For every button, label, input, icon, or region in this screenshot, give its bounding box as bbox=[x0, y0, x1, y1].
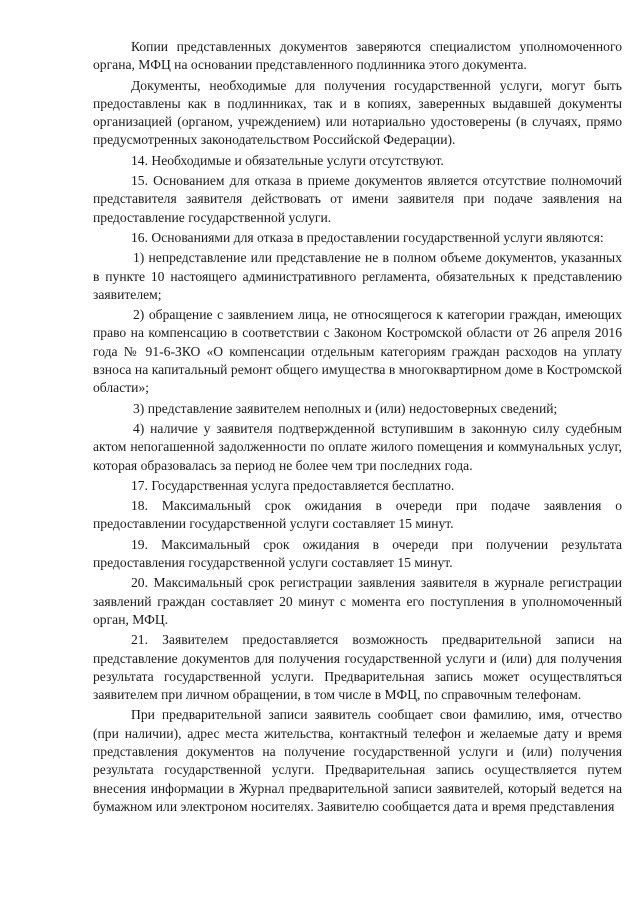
list-item-16-4: 4) наличие у заявителя подтвержденной вступившим в законную силу судебным актом непогашенной задолженности по оплате жилого помещения и коммунальных услуг, которая образовалась за период не более чем три последних года. bbox=[93, 420, 622, 473]
list-item-16-2: 2) обращение с заявлением лица, не относящегося к категории граждан, имеющих право на компенсацию в соответствии с Законом Костромской области от 26 апреля 2016 года № 91-6-ЗКО «О компенсации отдельным категориям граждан расходов на уплату взноса на капитальный ремонт общего имущества в многоквартирном доме в Костромской области»; bbox=[93, 307, 622, 396]
paragraph-item-19: 19. Максимальный срок ожидания в очереди при получении результата предоставления государственной услуги составляет 15 минут. bbox=[93, 536, 622, 571]
paragraph-item-20: 20. Максимальный срок регистрации заявления заявителя в журнале регистрации заявлений граждан составляет 20 минут с момента его поступления в уполномоченный орган, МФЦ. bbox=[93, 575, 622, 627]
list-item-16-1: 1) непредставление или представление не в полном объеме документов, указанных в пункте 10 настоящего административного регламента, обязательных к представлению заявителем; bbox=[93, 250, 622, 302]
paragraph-item-18: 18. Максимальный срок ожидания в очереди при подаче заявления о предоставлении государственной услуги составляет 15 минут. bbox=[93, 498, 622, 532]
paragraph-preregistration: При предварительной записи заявитель сообщает свои фамилию, имя, отчество (при наличии), адрес места жительства, контактный телефон и желаемые дату и время представления документов на получение государственной услуги и (или) получения результата государственной услуги. Предварительная запись осуществляется путем внесения информации в Журнал предварительной записи заявителей, который ведется на бумажном или электроном носителях. Заявителю сообщается дата и время представления bbox=[93, 707, 622, 814]
paragraph-item-21: 21. Заявителем предоставляется возможность предварительной записи на представление документов для получения государственной услуги и (или) для получения результата государственной услуги. Предварительная запись может осуществляться заявителем при личном обращении, в том числе в МФЦ, по справочным телефонам. bbox=[93, 632, 622, 703]
list-item-16-3: 3) представление заявителем неполных и (или) недостоверных сведений; bbox=[133, 400, 558, 416]
paragraph-copies-certification: Копии представленных документов заверяются специалистом уполномоченного органа, МФЦ на основании представленного подлинника этого документа. bbox=[93, 39, 622, 73]
paragraph-item-16: 16. Основаниями для отказа в предоставлении государственной услуги являются: bbox=[131, 229, 604, 245]
paragraph-item-15: 15. Основанием для отказа в приеме документов является отсутствие полномочий представителя заявителя действовать от имени заявителя при подаче заявления на предоставление государственной услуги. bbox=[93, 173, 622, 225]
paragraph-item-17: 17. Государственная услуга предоставляется бесплатно. bbox=[131, 477, 455, 493]
document-body bbox=[93, 38, 622, 818]
paragraph-documents-originals: Документы, необходимые для получения государственной услуги, могут быть предоставлены как в подлинниках, так и в копиях, заверенных выдавшей документы организацией (органом, учреждением) или нотариально удостоверены (в случаях, прямо предусмотренных законодательством Российской Федерации). bbox=[93, 77, 622, 148]
paragraph-item-14: 14. Необходимые и обязательные услуги отсутствуют. bbox=[131, 152, 444, 168]
